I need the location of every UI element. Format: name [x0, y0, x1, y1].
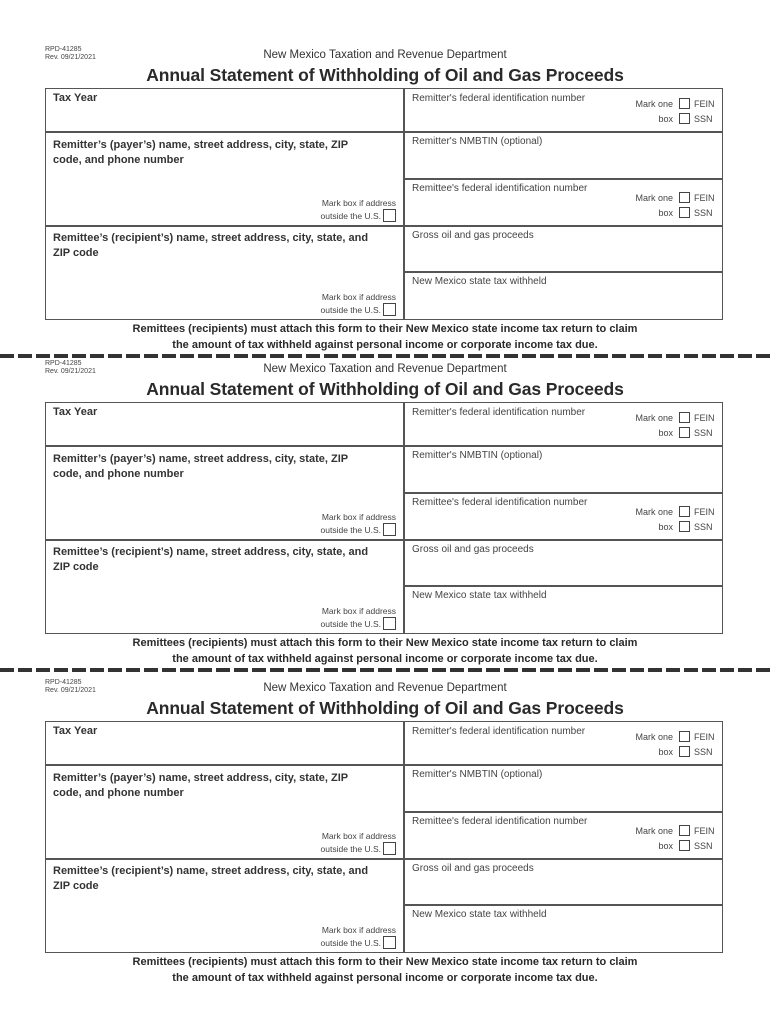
remitter-name-label: Remitter’s (payer’s) name, street address, city, state, ZIP code, and phone number — [53, 772, 348, 799]
remittee-id-type — [606, 825, 716, 855]
remittee-fein-field[interactable] — [405, 493, 722, 539]
remitter-outside-us-checkbox[interactable] — [383, 209, 396, 222]
gross-proceeds-field[interactable] — [405, 226, 722, 271]
remitter-fein-label: Remitter's federal identification number — [412, 93, 586, 104]
fein-label: FEIN — [694, 192, 715, 203]
remittee-fein-field[interactable] — [405, 179, 722, 225]
mark-one-text: Mark one — [635, 192, 673, 203]
outside-us-text: outside the U.S. — [320, 305, 381, 315]
remitter-nmbtin-field[interactable] — [405, 446, 722, 492]
remitter-nmbtin-field[interactable] — [405, 132, 722, 178]
remittee-name-label: Remittee’s (recipient’s) name, street address, city, state, and ZIP code — [53, 865, 369, 892]
gross-proceeds-label: Gross oil and gas proceeds — [412, 544, 534, 555]
mark-one-text: box — [658, 113, 673, 124]
form-title: Annual Statement of Withholding of Oil and Gas Proceeds — [146, 379, 624, 399]
gross-proceeds-label: Gross oil and gas proceeds — [412, 230, 534, 241]
form-copy-3 — [0, 673, 770, 987]
form-grid — [45, 721, 723, 953]
remittee-outside-us — [286, 605, 396, 630]
remittee-ssn-checkbox[interactable] — [679, 521, 690, 532]
state-tax-withheld-field[interactable] — [405, 272, 722, 319]
notice-line-1: Remittees (recipients) must attach this form to their New Mexico state income tax return to claim — [132, 637, 638, 649]
remitter-name-address-field[interactable] — [46, 446, 403, 539]
remittee-outside-us — [286, 924, 396, 949]
state-tax-withheld-field[interactable] — [405, 905, 722, 952]
gross-proceeds-label: Gross oil and gas proceeds — [412, 863, 534, 874]
remitter-fein-field[interactable] — [405, 403, 722, 445]
tax-year-field[interactable] — [46, 722, 403, 764]
remittee-fein-label: Remittee's federal identification number — [412, 183, 588, 194]
gross-proceeds-field[interactable] — [405, 859, 722, 904]
mark-one-text: box — [658, 207, 673, 218]
remitter-outside-us-checkbox[interactable] — [383, 523, 396, 536]
remittee-ssn-checkbox[interactable] — [679, 207, 690, 218]
remitter-fein-checkbox[interactable] — [679, 731, 690, 742]
remitter-outside-us-checkbox[interactable] — [383, 842, 396, 855]
remittee-ssn-checkbox[interactable] — [679, 840, 690, 851]
remitter-ssn-checkbox[interactable] — [679, 113, 690, 124]
remittee-name-address-field[interactable] — [46, 226, 403, 319]
remitter-outside-us — [286, 197, 396, 222]
state-tax-withheld-field[interactable] — [405, 586, 722, 633]
form-title: Annual Statement of Withholding of Oil and Gas Proceeds — [146, 698, 624, 718]
form-number: RPD-41285 — [45, 360, 82, 367]
remittee-id-type — [606, 506, 716, 536]
outside-us-text: Mark box if address — [321, 198, 396, 208]
tax-year-label: Tax Year — [53, 92, 98, 104]
remitter-nmbtin-label: Remitter's NMBTIN (optional) — [412, 450, 543, 461]
notice-line-2: the amount of tax withheld against personal income or corporate income tax due. — [172, 339, 598, 351]
notice-line-1: Remittees (recipients) must attach this form to their New Mexico state income tax return to claim — [132, 956, 638, 968]
outside-us-text: Mark box if address — [321, 606, 396, 616]
mark-one-text: Mark one — [635, 825, 673, 836]
attach-notice — [0, 321, 770, 353]
mark-one-text: box — [658, 746, 673, 757]
notice-line-1: Remittees (recipients) must attach this form to their New Mexico state income tax return to claim — [132, 323, 638, 335]
form-number: RPD-41285 — [45, 679, 82, 686]
form-copy-1 — [0, 40, 770, 354]
outside-us-text: outside the U.S. — [320, 844, 381, 854]
department-name: New Mexico Taxation and Revenue Department — [263, 363, 507, 375]
remitter-fein-field[interactable] — [405, 89, 722, 131]
remitter-id-type — [606, 412, 716, 442]
outside-us-text: outside the U.S. — [320, 619, 381, 629]
cut-line — [0, 354, 770, 358]
remitter-name-label: Remitter’s (payer’s) name, street address, city, state, ZIP code, and phone number — [53, 139, 348, 166]
ssn-label: SSN — [694, 521, 713, 532]
remitter-nmbtin-label: Remitter's NMBTIN (optional) — [412, 136, 543, 147]
mark-one-text: box — [658, 521, 673, 532]
form-number: RPD-41285 — [45, 46, 82, 53]
remittee-fein-checkbox[interactable] — [679, 825, 690, 836]
remittee-fein-label: Remittee's federal identification number — [412, 816, 588, 827]
mark-one-text: Mark one — [635, 98, 673, 109]
form-grid — [45, 88, 723, 320]
remittee-outside-us — [286, 291, 396, 316]
fein-label: FEIN — [694, 731, 715, 742]
outside-us-text: Mark box if address — [321, 292, 396, 302]
outside-us-text: outside the U.S. — [320, 525, 381, 535]
tax-year-label: Tax Year — [53, 406, 98, 418]
fein-label: FEIN — [694, 412, 715, 423]
remittee-outside-us-checkbox[interactable] — [383, 936, 396, 949]
remitter-outside-us — [286, 511, 396, 536]
mark-one-text: Mark one — [635, 412, 673, 423]
remittee-id-type — [606, 192, 716, 222]
tax-year-field[interactable] — [46, 89, 403, 131]
remitter-id-type — [606, 731, 716, 761]
remitter-ssn-checkbox[interactable] — [679, 427, 690, 438]
remittee-name-label: Remittee’s (recipient’s) name, street address, city, state, and ZIP code — [53, 546, 369, 573]
remittee-fein-checkbox[interactable] — [679, 506, 690, 517]
outside-us-text: Mark box if address — [321, 512, 396, 522]
remittee-name-address-field[interactable] — [46, 540, 403, 633]
remitter-fein-checkbox[interactable] — [679, 412, 690, 423]
mark-one-text: box — [658, 427, 673, 438]
remittee-fein-field[interactable] — [405, 812, 722, 858]
state-tax-withheld-label: New Mexico state tax withheld — [412, 590, 547, 601]
remitter-id-type — [606, 98, 716, 128]
form-revision: Rev. 09/21/2021 — [45, 687, 96, 694]
remitter-nmbtin-field[interactable] — [405, 765, 722, 811]
remittee-fein-label: Remittee's federal identification number — [412, 497, 588, 508]
remitter-name-label: Remitter’s (payer’s) name, street address, city, state, ZIP code, and phone number — [53, 453, 348, 480]
ssn-label: SSN — [694, 113, 713, 124]
remittee-name-label: Remittee’s (recipient’s) name, street address, city, state, and ZIP code — [53, 232, 369, 259]
cut-line — [0, 668, 770, 672]
form-revision: Rev. 09/21/2021 — [45, 54, 96, 61]
fein-label: FEIN — [694, 506, 715, 517]
state-tax-withheld-label: New Mexico state tax withheld — [412, 276, 547, 287]
notice-line-2: the amount of tax withheld against personal income or corporate income tax due. — [172, 972, 598, 984]
state-tax-withheld-label: New Mexico state tax withheld — [412, 909, 547, 920]
remitter-name-address-field[interactable] — [46, 132, 403, 225]
form-title: Annual Statement of Withholding of Oil and Gas Proceeds — [146, 65, 624, 85]
remitter-fein-label: Remitter's federal identification number — [412, 726, 586, 737]
remitter-fein-label: Remitter's federal identification number — [412, 407, 586, 418]
outside-us-text: outside the U.S. — [320, 938, 381, 948]
department-name: New Mexico Taxation and Revenue Department — [263, 682, 507, 694]
remitter-fein-checkbox[interactable] — [679, 98, 690, 109]
form-revision: Rev. 09/21/2021 — [45, 368, 96, 375]
remitter-name-address-field[interactable] — [46, 765, 403, 858]
ssn-label: SSN — [694, 207, 713, 218]
tax-year-field[interactable] — [46, 403, 403, 445]
remitter-fein-field[interactable] — [405, 722, 722, 764]
form-grid — [45, 402, 723, 634]
tax-year-label: Tax Year — [53, 725, 98, 737]
gross-proceeds-field[interactable] — [405, 540, 722, 585]
remittee-fein-checkbox[interactable] — [679, 192, 690, 203]
outside-us-text: Mark box if address — [321, 925, 396, 935]
remitter-nmbtin-label: Remitter's NMBTIN (optional) — [412, 769, 543, 780]
mark-one-text: box — [658, 840, 673, 851]
department-name: New Mexico Taxation and Revenue Department — [263, 49, 507, 61]
ssn-label: SSN — [694, 427, 713, 438]
mark-one-text: Mark one — [635, 506, 673, 517]
outside-us-text: Mark box if address — [321, 831, 396, 841]
fein-label: FEIN — [694, 98, 715, 109]
ssn-label: SSN — [694, 746, 713, 757]
remittee-name-address-field[interactable] — [46, 859, 403, 952]
ssn-label: SSN — [694, 840, 713, 851]
mark-one-text: Mark one — [635, 731, 673, 742]
attach-notice — [0, 635, 770, 667]
outside-us-text: outside the U.S. — [320, 211, 381, 221]
remitter-outside-us — [286, 830, 396, 855]
remittee-outside-us-checkbox[interactable] — [383, 617, 396, 630]
attach-notice — [0, 954, 770, 986]
notice-line-2: the amount of tax withheld against personal income or corporate income tax due. — [172, 653, 598, 665]
remitter-ssn-checkbox[interactable] — [679, 746, 690, 757]
form-copy-2 — [0, 354, 770, 668]
remittee-outside-us-checkbox[interactable] — [383, 303, 396, 316]
fein-label: FEIN — [694, 825, 715, 836]
